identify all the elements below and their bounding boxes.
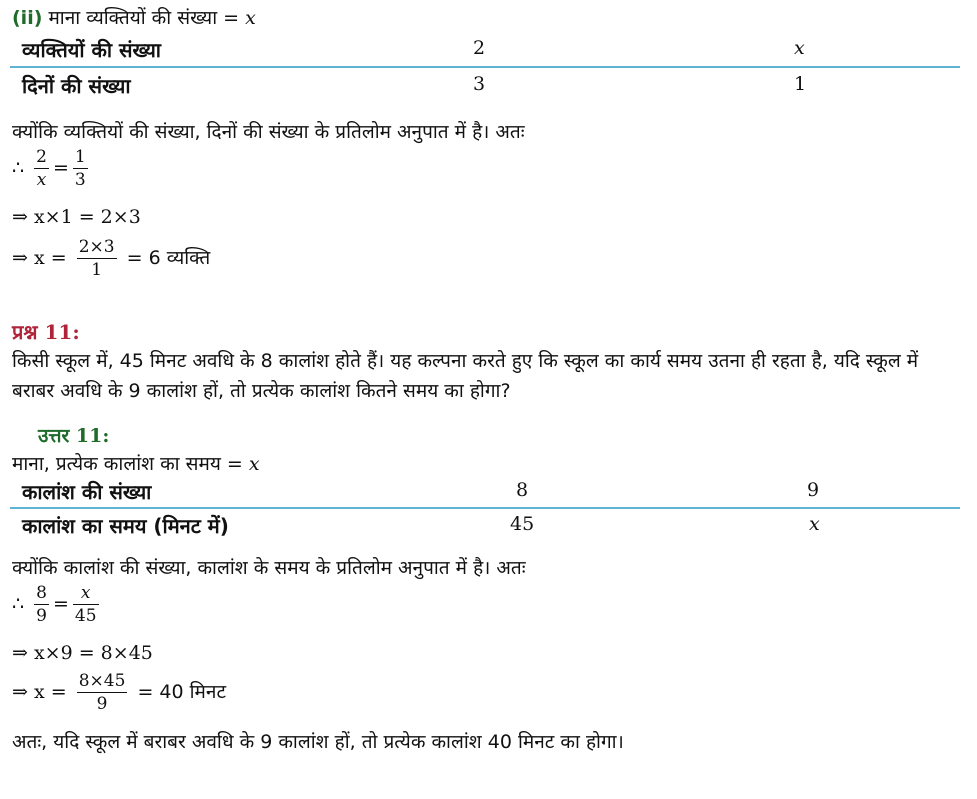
part-ii-label: (ii) xyxy=(12,7,43,29)
part-ii-step1: ∴ $\frac{2}{x}$ = $\frac{1}{3}$ xyxy=(12,147,86,190)
part-ii-intro: (ii) माना व्यक्तियों की संख्या = x xyxy=(12,7,256,29)
part-ii-step3: ⇒ x = $\frac{2\times 3}{1}$ = 6 व्यक्ति xyxy=(12,237,211,280)
question-text: किसी स्कूल में, 45 मिनट अवधि के 8 कालांश होते हैं। यह कल्पना करते हुए कि स्कूल का कार्य समय उतना ही रहता है, यदि स्कूल में बराबर अवधि के 9 कालांश हों, तो प्रत्येक कालांश कितने समय का होगा? xyxy=(12,350,919,402)
answer-step3: ⇒ x = $\frac{8\times 45}{9}$ = 40 मिनट xyxy=(12,671,227,714)
question-heading: प्रश्न 11: xyxy=(12,320,80,344)
answer-conclusion: अतः, यदि स्कूल में बराबर अवधि के 9 कालांश हों, तो प्रत्येक कालांश 40 मिनट का होगा। xyxy=(12,731,624,753)
answer-step1: ∴ $\frac{8}{9}$ = $\frac{x}{45}$ xyxy=(12,583,97,626)
answer-intro: माना, प्रत्येक कालांश का समय = x xyxy=(12,453,260,475)
table-row-days: दिनों की संख्या 3 1 xyxy=(22,73,807,98)
part-ii-reason: क्योंकि व्यक्तियों की संख्या, दिनों की संख्या के प्रतिलोम अनुपात में है। अतः xyxy=(12,121,525,143)
part-ii-step2: ⇒ x×1 = 2×3 xyxy=(12,206,141,228)
answer-reason: क्योंकि कालांश की संख्या, कालांश के समय के प्रतिलोम अनुपात में है। अतः xyxy=(12,557,526,579)
answer-heading: उत्तर 11: xyxy=(38,425,110,447)
table-row-periods: कालांश की संख्या 8 9 xyxy=(22,479,820,504)
table-divider xyxy=(10,507,960,509)
answer-step2: ⇒ x×9 = 8×45 xyxy=(12,642,153,664)
table-divider xyxy=(10,66,960,68)
table-row-period-time: कालांश का समय (मिनट में) 45 x xyxy=(22,513,820,538)
table-row-persons: व्यक्तियों की संख्या 2 x xyxy=(22,37,805,62)
